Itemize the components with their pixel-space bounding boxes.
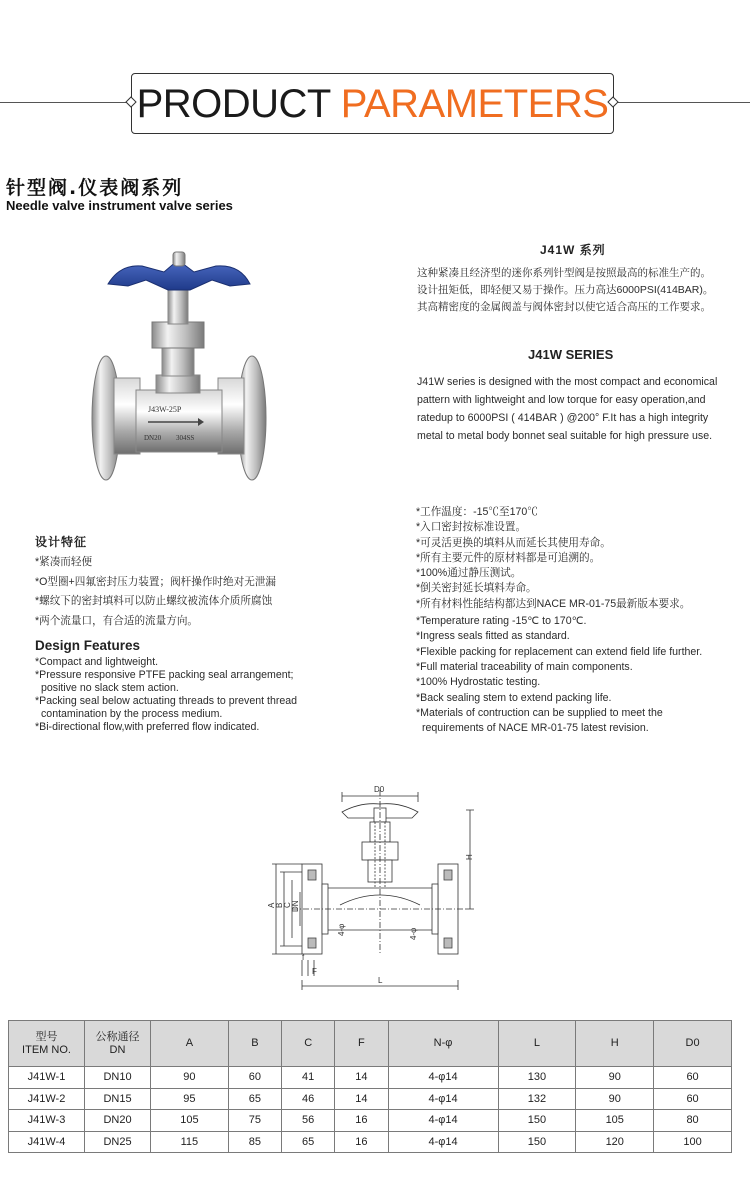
- parameter-table: [8, 1020, 732, 1153]
- cell: 115: [151, 1131, 229, 1153]
- cell: 80: [654, 1110, 732, 1132]
- design-en-line: *Packing seal below actuating threads to prevent thread: [35, 695, 298, 707]
- title-word-product: PRODUCT: [136, 81, 331, 126]
- cell: 4-φ14: [388, 1110, 498, 1132]
- table-row: [9, 1067, 732, 1089]
- dim-f-label: F: [312, 967, 317, 976]
- j41w-cn-line: 其高精密度的金属阀盖与阀体密封以使它适合高压的工作要求。: [417, 301, 711, 313]
- cell: 105: [576, 1110, 654, 1132]
- spec-item: *所有材料性能结构都达到NACE MR-01-75最新版本要求。: [416, 597, 691, 610]
- spec-item: *Flexible packing for replacement can extend field life further.: [416, 645, 703, 658]
- header-rule-right: [612, 102, 750, 103]
- cell: 75: [228, 1110, 281, 1132]
- spec-item: *100%通过静压测试。: [416, 567, 522, 580]
- design-features-en: [35, 656, 355, 734]
- spec-item: *所有主要元件的原材料都是可追溯的。: [416, 551, 601, 564]
- cell: 14: [335, 1088, 388, 1110]
- cell: DN10: [85, 1067, 151, 1089]
- dim-t-label: f: [302, 953, 305, 962]
- dim-c-label: C: [283, 902, 292, 908]
- cell: DN20: [85, 1110, 151, 1132]
- j41w-heading-cn: J41W 系列: [540, 243, 606, 257]
- corner-mark-left-icon: [125, 96, 137, 108]
- spec-item: *可灵活更换的填料从而延长其使用寿命。: [416, 536, 611, 549]
- dim-n-phi-right-label: 4-φ: [409, 927, 418, 940]
- cell: 41: [282, 1067, 335, 1089]
- col-header-f: F: [335, 1021, 388, 1067]
- cell: 90: [576, 1067, 654, 1089]
- cell: 16: [335, 1131, 388, 1153]
- j41w-en-line: pattern with lightweight and low torque for easy operation,and: [417, 394, 706, 406]
- cell: 46: [282, 1088, 335, 1110]
- cell: 150: [498, 1131, 576, 1153]
- dim-d0-label: D0: [374, 785, 385, 794]
- spec-item: *Materials of contruction can be supplied to meet the: [416, 706, 663, 719]
- page-title: [136, 81, 609, 126]
- col-header-c: C: [282, 1021, 335, 1067]
- cell: 65: [282, 1131, 335, 1153]
- col-header-d0: D0: [654, 1021, 732, 1067]
- cell: 132: [498, 1088, 576, 1110]
- title-word-parameters: PARAMETERS: [340, 81, 609, 126]
- cell: J41W-1: [9, 1067, 85, 1089]
- cell: 150: [498, 1110, 576, 1132]
- spec-item: *Ingress seals fitted as standard.: [416, 630, 570, 643]
- spec-item: *100% Hydrostatic testing.: [416, 676, 541, 689]
- col-header-h: H: [576, 1021, 654, 1067]
- j41w-en-line: J41W series is designed with the most compact and economical: [417, 376, 718, 388]
- design-features-heading-cn: 设计特征: [35, 535, 88, 549]
- valve-photo: [80, 250, 280, 490]
- spec-item: *倒关密封延长填料寿命。: [416, 582, 537, 595]
- j41w-text-cn: [417, 265, 747, 316]
- cell: 120: [576, 1131, 654, 1153]
- design-features-heading-en: Design Features: [35, 638, 141, 653]
- j41w-cn-line: 设计扭矩低，即轻便又易于操作。压力高达6000PSI(414BAR)。: [417, 284, 714, 296]
- spec-item: *工作温度：-15℃至170℃: [416, 506, 538, 518]
- header-rule-left: [0, 102, 132, 103]
- cell: 90: [151, 1067, 229, 1089]
- j41w-cn-line: 这种紧凑且经济型的迷你系列针型阀是按照最高的标准生产的。: [417, 267, 711, 279]
- body-marking-text: J43W-25P: [148, 405, 182, 414]
- cell: DN25: [85, 1131, 151, 1153]
- spec-item: *Full material traceability of main components.: [416, 660, 633, 673]
- design-cn-item: *两个流量口，有合适的流量方向。: [35, 614, 199, 627]
- product-title-en: Needle valve instrument valve series: [6, 198, 233, 213]
- dim-b-label: B: [275, 902, 284, 908]
- design-en-line: *Bi-directional flow,with preferred flow indicated.: [35, 721, 260, 733]
- design-en-line: *Compact and lightweight.: [35, 656, 159, 668]
- design-cn-item: *紧凑而轻便: [35, 556, 93, 568]
- table-row: [9, 1131, 732, 1153]
- cell: 60: [228, 1067, 281, 1089]
- cell: 60: [654, 1088, 732, 1110]
- cell: J41W-3: [9, 1110, 85, 1132]
- j41w-en-line: metal to metal body bonnet seal suitable for high pressure use.: [417, 430, 713, 442]
- j41w-text-en: [417, 373, 747, 445]
- dim-dn-label: DN: [291, 900, 300, 912]
- header-banner: [131, 73, 614, 134]
- spec-item: *入口密封按标准设置。: [416, 521, 527, 534]
- cell: 14: [335, 1067, 388, 1089]
- col-header-b: B: [228, 1021, 281, 1067]
- cell: 100: [654, 1131, 732, 1153]
- spec-item: *Back sealing stem to extend packing life.: [416, 691, 612, 704]
- spec-item: *Temperature rating -15℃ to 170℃.: [416, 615, 587, 628]
- design-cn-item: *O型圈+四氟密封压力装置；阀杆操作时绝对无泄漏: [35, 575, 277, 588]
- col-header-item-no: 型号 ITEM NO.: [9, 1021, 85, 1067]
- j41w-en-line: ratedup to 6000PSI ( 414BAR ) @200° F.It has a high integrity: [417, 412, 709, 424]
- cell: J41W-2: [9, 1088, 85, 1110]
- col-header-n-phi: N-φ: [388, 1021, 498, 1067]
- dim-a-label: A: [267, 902, 276, 908]
- cell: 105: [151, 1110, 229, 1132]
- design-features-cn: [35, 553, 276, 631]
- dimension-drawing: [262, 780, 492, 995]
- cell: 130: [498, 1067, 576, 1089]
- table-header-row: [9, 1021, 732, 1067]
- col-header-dn: 公称通径 DN: [85, 1021, 151, 1067]
- dim-l-label: L: [378, 976, 383, 985]
- design-en-line: *Pressure responsive PTFE packing seal arrangement;: [35, 669, 294, 681]
- design-en-line: positive no slack stem action.: [41, 682, 179, 694]
- size-marking-text: DN20: [144, 434, 162, 442]
- cell: 60: [654, 1067, 732, 1089]
- dim-n-phi-left-label: 4-φ: [337, 923, 346, 936]
- table-row: [9, 1088, 732, 1110]
- design-en-line: contamination by the process medium.: [41, 708, 223, 720]
- cell: 4-φ14: [388, 1131, 498, 1153]
- design-cn-item: *螺纹下的密封填料可以防止螺纹被流体介质所腐蚀: [35, 595, 273, 607]
- spec-list: [416, 505, 750, 736]
- cell: 56: [282, 1110, 335, 1132]
- col-header-l: L: [498, 1021, 576, 1067]
- cell: 85: [228, 1131, 281, 1153]
- cell: DN15: [85, 1088, 151, 1110]
- product-title-cn: 针型阀.仪表阀系列: [6, 177, 184, 199]
- table-row: [9, 1110, 732, 1132]
- spec-item: requirements of NACE MR-01-75 latest revision.: [422, 722, 649, 735]
- cell: 16: [335, 1110, 388, 1132]
- corner-mark-right-icon: [607, 96, 619, 108]
- cell: J41W-4: [9, 1131, 85, 1153]
- cell: 95: [151, 1088, 229, 1110]
- cell: 4-φ14: [388, 1088, 498, 1110]
- cell: 65: [228, 1088, 281, 1110]
- j41w-heading-en: J41W SERIES: [528, 347, 614, 362]
- dim-h-label: H: [465, 854, 474, 860]
- material-marking-text: 304SS: [176, 434, 195, 442]
- col-header-a: A: [151, 1021, 229, 1067]
- cell: 4-φ14: [388, 1067, 498, 1089]
- cell: 90: [576, 1088, 654, 1110]
